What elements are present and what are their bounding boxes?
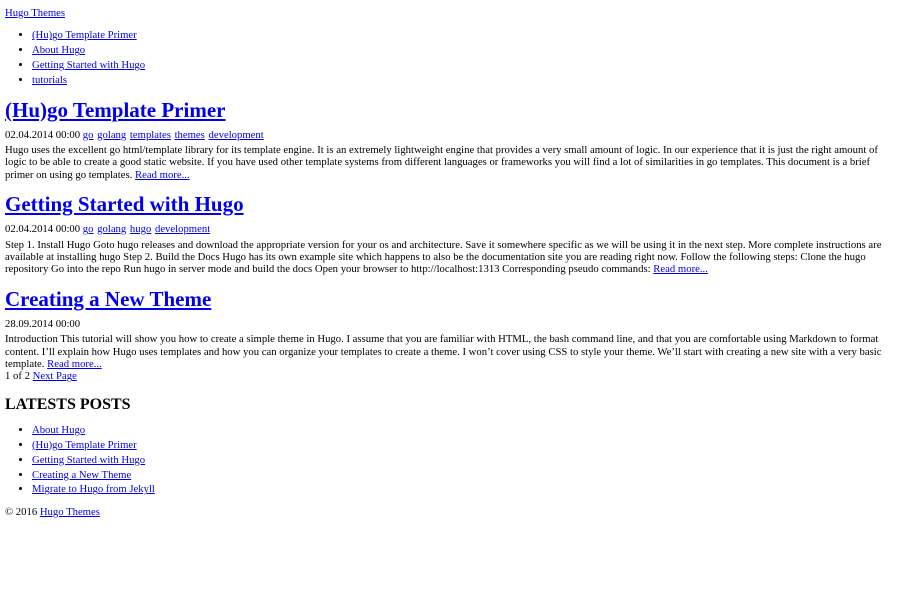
latest-posts-heading: LATESTS POSTS — [5, 395, 131, 413]
latest-post-item — [32, 483, 891, 495]
nav-link-template-primer[interactable]: (Hu)go Template Primer — [32, 29, 137, 42]
page-content — [5, 7, 891, 518]
read-more-link[interactable]: Read more... — [135, 168, 190, 181]
read-more-link[interactable]: Read more... — [653, 263, 708, 276]
tag-link[interactable]: golang — [97, 128, 127, 141]
summary-text: Introduction This tutorial will show you how to create a simple theme in Hugo. I assume that you are familiar with HTML, the bash command line, and that you are comfortable using Markdown to format content. I’ll explain how Hugo uses templates and how you can organize your templates to create a theme. I won’t cover using CSS to style your theme. We’ll start with creating a new site with a very basic template. — [5, 333, 882, 370]
tag-link[interactable]: development — [208, 128, 264, 141]
post-summary-block — [5, 99, 891, 182]
next-page-link[interactable]: Next Page — [32, 370, 77, 383]
post-title-link[interactable]: (Hu)go Template Primer — [5, 97, 226, 122]
pagination — [5, 370, 891, 382]
latest-post-item — [32, 469, 891, 481]
post-title — [5, 99, 891, 121]
post-meta — [5, 223, 891, 235]
post-title — [5, 288, 891, 310]
tag-link[interactable]: go — [82, 128, 94, 141]
nav-item — [32, 74, 891, 86]
post-summary-text — [5, 239, 891, 276]
post-date: 28.09.2014 00:00 — [5, 317, 81, 330]
tag-link[interactable]: hugo — [129, 223, 152, 236]
latest-posts-list — [5, 424, 891, 496]
nav-link-tutorials[interactable]: tutorials — [32, 74, 68, 87]
post-title — [5, 193, 891, 215]
latest-post-link[interactable]: Getting Started with Hugo — [32, 453, 146, 466]
post-date: 02.04.2014 00:00 — [5, 128, 81, 141]
tag-link[interactable]: golang — [97, 223, 127, 236]
latest-post-link[interactable]: Migrate to Hugo from Jekyll — [32, 483, 155, 496]
post-summary-text — [5, 333, 891, 370]
page-footer — [5, 506, 891, 518]
site-header — [5, 7, 891, 19]
pagination-status: 1 of 2 — [5, 370, 30, 383]
post-title-link[interactable]: Creating a New Theme — [5, 286, 212, 311]
summary-text: Hugo uses the excellent go html/template library for its template engine. It is an extremely lightweight engine that provides a very small amount of logic. In our experience that it is just the right amount of logic to be able to create a good static website. If you have used other template systems from different languages or frameworks you will find a lot of similarities in go templates. This document is a brief primer on using go templates. — [5, 143, 878, 181]
summary-text: Step 1. Install Hugo Goto hugo releases and download the appropriate version for your os and architecture. Save it somewhere specific as we will be using it in the next step. More complete instructions are available at installing hugo Step 2. Build the Docs Hugo has its own example site which happens to also be the documentation site you are reading right now. Follow the following steps: Clone the hugo repository Go into the repo Run hugo in server mode and build the docs Open your browser to http://localhost:1313 Corresponding pseudo commands: — [5, 238, 882, 276]
nav-item — [32, 59, 891, 71]
post-meta — [5, 318, 891, 330]
latest-post-item — [32, 424, 891, 436]
tag-link[interactable]: themes — [174, 128, 205, 141]
tag-link[interactable]: templates — [129, 128, 171, 141]
site-title-link[interactable]: Hugo Themes — [5, 7, 66, 19]
top-nav-list — [5, 29, 891, 86]
post-meta — [5, 129, 891, 141]
nav-item — [32, 29, 891, 41]
latest-post-item — [32, 454, 891, 466]
latest-post-link[interactable]: Creating a New Theme — [32, 468, 132, 481]
post-title-link[interactable]: Getting Started with Hugo — [5, 192, 244, 217]
nav-link-about-hugo[interactable]: About Hugo — [32, 44, 86, 57]
read-more-link[interactable]: Read more... — [47, 358, 102, 370]
nav-link-getting-started[interactable]: Getting Started with Hugo — [32, 59, 146, 72]
latest-post-link[interactable]: (Hu)go Template Primer — [32, 438, 137, 451]
latest-post-link[interactable]: About Hugo — [32, 423, 86, 436]
tag-link[interactable]: go — [82, 223, 94, 236]
post-date: 02.04.2014 00:00 — [5, 223, 81, 236]
post-summary-text — [5, 144, 891, 181]
latest-post-item — [32, 439, 891, 451]
tag-link[interactable]: development — [154, 223, 211, 236]
nav-item — [32, 44, 891, 56]
post-summary-block — [5, 288, 891, 371]
footer-site-link[interactable]: Hugo Themes — [39, 505, 100, 518]
copyright-text: © 2016 — [5, 505, 38, 518]
post-summary-block — [5, 193, 891, 276]
